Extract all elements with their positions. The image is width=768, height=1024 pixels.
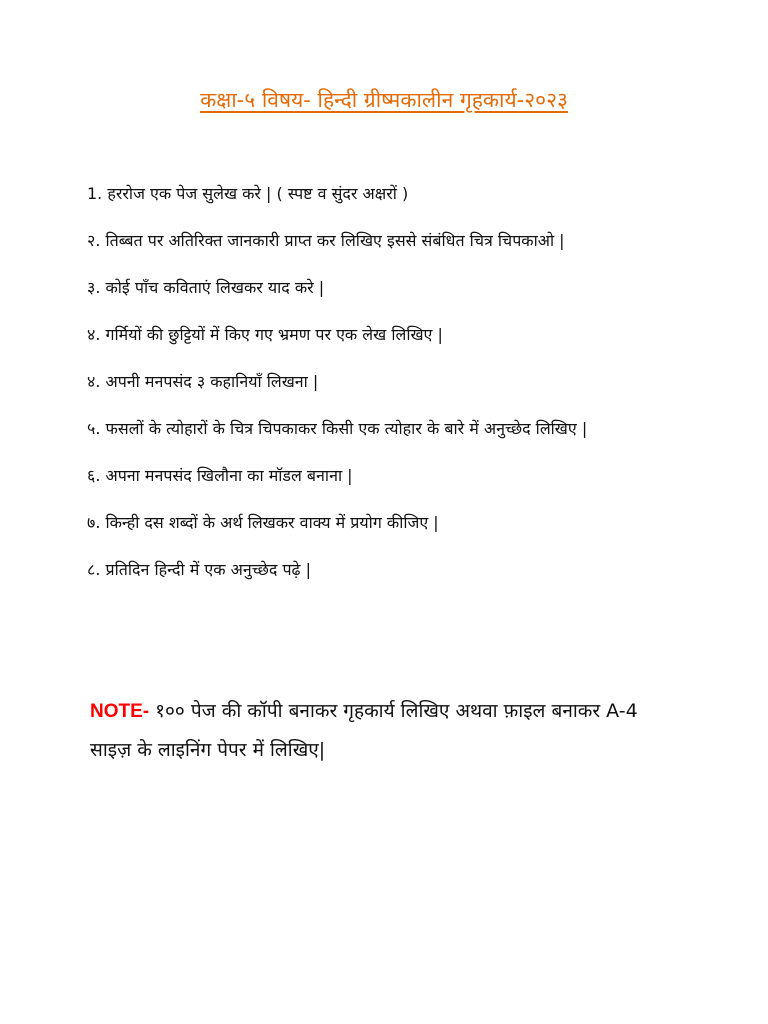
list-item: २. तिब्बत पर अतिरिक्त जानकारी प्राप्त कर लिखिए इससे संबंधित चित्र चिपकाओ | [87,231,565,250]
list-item: ५. फसलों के त्योहारों के चित्र चिपकाकर किसी एक त्योहार के बारे में अनुच्छेद लिखिए | [87,419,588,438]
list-item: ४. गर्मियों की छुट्टियों में किए गए भ्रमण पर एक लेख लिखिए | [87,325,443,344]
list-item: ४. अपनी मनपसंद ३ कहानियाँ लिखना | [87,372,319,391]
list-item: ७. किन्ही दस शब्दों के अर्थ लिखकर वाक्य में प्रयोग कीजिए | [87,513,439,532]
note-paragraph [90,692,650,770]
list-item: 1. हररोज एक पेज सुलेख करे | ( स्पष्ट व सुंदर अक्षरों ) [87,184,409,203]
homework-list [87,178,667,601]
note-label: NOTE- [90,701,150,722]
list-item: ६. अपना मनपसंद खिलौना का मॉडल बनाना | [87,466,353,485]
note-text: १०० पेज की कॉपी बनाकर गृहकार्य लिखिए अथवा फ़ाइल बनाकर A-4 साइज़ के लाइनिंग पेपर में लिखिए| [90,700,638,761]
list-item: ३. कोई पाँच कविताएं लिखकर याद करे | [87,278,325,297]
list-item: ८. प्रतिदिन हिन्दी में एक अनुच्छेद पढ़े | [87,560,312,579]
page-title: कक्षा-५ विषय- हिन्दी ग्रीष्मकालीन गृहकार्य-२०२३ [200,88,568,112]
